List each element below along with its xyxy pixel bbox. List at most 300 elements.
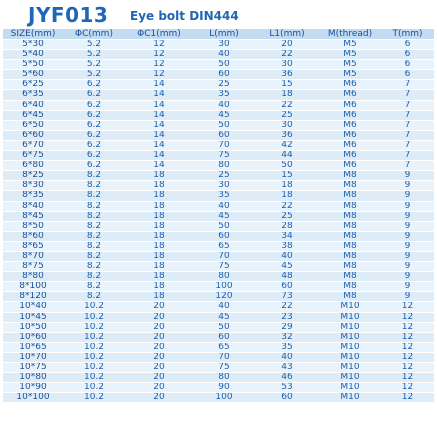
cell-thread: M8 xyxy=(319,231,381,241)
cell-c: 6.2 xyxy=(63,100,125,110)
cell-c: 10.2 xyxy=(63,352,125,362)
table-row xyxy=(3,70,434,80)
cell-size: 5*60 xyxy=(3,70,63,80)
table-row xyxy=(3,231,434,241)
cell-size: 8*30 xyxy=(3,181,63,191)
product-subtitle: Eye bolt DIN444 xyxy=(130,9,239,23)
cell-l: 30 xyxy=(193,181,255,191)
cell-l: 40 xyxy=(193,50,255,60)
cell-t: 7 xyxy=(381,100,434,110)
cell-c: 6.2 xyxy=(63,140,125,150)
table-row xyxy=(3,40,434,50)
column-header-c1: ΦC1(mm) xyxy=(125,29,193,40)
cell-t: 12 xyxy=(381,322,434,332)
cell-size: 8*45 xyxy=(3,211,63,221)
cell-l1: 44 xyxy=(255,151,319,161)
table-row xyxy=(3,181,434,191)
cell-c1: 18 xyxy=(125,272,193,282)
cell-l: 120 xyxy=(193,292,255,302)
cell-size: 10*80 xyxy=(3,373,63,383)
cell-c: 8.2 xyxy=(63,201,125,211)
cell-c1: 14 xyxy=(125,100,193,110)
table-row xyxy=(3,312,434,322)
cell-l: 70 xyxy=(193,140,255,150)
cell-size: 8*65 xyxy=(3,241,63,251)
cell-l1: 22 xyxy=(255,100,319,110)
cell-t: 7 xyxy=(381,110,434,120)
cell-c1: 20 xyxy=(125,352,193,362)
cell-t: 6 xyxy=(381,60,434,70)
cell-c: 5.2 xyxy=(63,50,125,60)
cell-t: 12 xyxy=(381,342,434,352)
cell-l1: 32 xyxy=(255,332,319,342)
cell-size: 6*40 xyxy=(3,100,63,110)
column-header-t: T(mm) xyxy=(381,29,434,40)
cell-size: 6*25 xyxy=(3,80,63,90)
cell-size: 10*45 xyxy=(3,312,63,322)
cell-size: 6*35 xyxy=(3,90,63,100)
cell-t: 9 xyxy=(381,221,434,231)
cell-l1: 20 xyxy=(255,40,319,50)
cell-size: 8*100 xyxy=(3,282,63,292)
cell-t: 7 xyxy=(381,161,434,171)
cell-l: 100 xyxy=(193,393,255,403)
cell-c1: 14 xyxy=(125,130,193,140)
cell-l: 50 xyxy=(193,60,255,70)
cell-t: 12 xyxy=(381,393,434,403)
cell-size: 5*50 xyxy=(3,60,63,70)
cell-thread: M10 xyxy=(319,302,381,312)
cell-c1: 20 xyxy=(125,302,193,312)
cell-l: 45 xyxy=(193,312,255,322)
cell-c1: 18 xyxy=(125,171,193,181)
cell-thread: M8 xyxy=(319,282,381,292)
cell-l: 40 xyxy=(193,302,255,312)
cell-thread: M6 xyxy=(319,151,381,161)
cell-thread: M8 xyxy=(319,171,381,181)
cell-c1: 12 xyxy=(125,40,193,50)
table-row xyxy=(3,140,434,150)
cell-c: 8.2 xyxy=(63,241,125,251)
cell-l: 35 xyxy=(193,90,255,100)
table-row xyxy=(3,302,434,312)
table-row xyxy=(3,322,434,332)
cell-size: 10*75 xyxy=(3,363,63,373)
cell-thread: M6 xyxy=(319,90,381,100)
cell-l1: 34 xyxy=(255,231,319,241)
cell-t: 7 xyxy=(381,140,434,150)
cell-thread: M8 xyxy=(319,221,381,231)
cell-l: 70 xyxy=(193,251,255,261)
cell-l: 25 xyxy=(193,80,255,90)
table-row xyxy=(3,342,434,352)
cell-thread: M10 xyxy=(319,363,381,373)
cell-t: 9 xyxy=(381,292,434,302)
cell-c1: 18 xyxy=(125,211,193,221)
cell-size: 10*90 xyxy=(3,383,63,393)
cell-c: 8.2 xyxy=(63,181,125,191)
cell-l: 45 xyxy=(193,110,255,120)
cell-l1: 46 xyxy=(255,373,319,383)
cell-l: 80 xyxy=(193,272,255,282)
cell-size: 6*75 xyxy=(3,151,63,161)
cell-l: 40 xyxy=(193,201,255,211)
cell-l1: 73 xyxy=(255,292,319,302)
cell-l: 30 xyxy=(193,40,255,50)
cell-l1: 18 xyxy=(255,191,319,201)
table-row xyxy=(3,363,434,373)
cell-c: 10.2 xyxy=(63,393,125,403)
cell-l: 75 xyxy=(193,363,255,373)
cell-t: 12 xyxy=(381,332,434,342)
cell-t: 12 xyxy=(381,312,434,322)
table-row xyxy=(3,201,434,211)
cell-l1: 15 xyxy=(255,80,319,90)
cell-t: 9 xyxy=(381,262,434,272)
cell-l1: 36 xyxy=(255,130,319,140)
cell-c1: 14 xyxy=(125,161,193,171)
product-code: JYF013 xyxy=(28,3,109,27)
cell-size: 10*60 xyxy=(3,332,63,342)
cell-size: 10*65 xyxy=(3,342,63,352)
cell-c: 6.2 xyxy=(63,130,125,140)
cell-l: 80 xyxy=(193,373,255,383)
cell-size: 8*120 xyxy=(3,292,63,302)
cell-t: 9 xyxy=(381,272,434,282)
cell-thread: M8 xyxy=(319,292,381,302)
table-row xyxy=(3,50,434,60)
cell-c1: 18 xyxy=(125,181,193,191)
cell-thread: M8 xyxy=(319,211,381,221)
cell-thread: M10 xyxy=(319,332,381,342)
cell-size: 6*70 xyxy=(3,140,63,150)
cell-c: 6.2 xyxy=(63,110,125,120)
cell-size: 8*50 xyxy=(3,221,63,231)
cell-c1: 12 xyxy=(125,70,193,80)
cell-c1: 18 xyxy=(125,282,193,292)
cell-thread: M6 xyxy=(319,100,381,110)
cell-l: 50 xyxy=(193,221,255,231)
cell-l: 60 xyxy=(193,231,255,241)
cell-c1: 14 xyxy=(125,80,193,90)
cell-thread: M5 xyxy=(319,60,381,70)
table-row xyxy=(3,130,434,140)
column-header-l1: L1(mm) xyxy=(255,29,319,40)
cell-l1: 43 xyxy=(255,363,319,373)
table-row xyxy=(3,60,434,70)
cell-thread: M5 xyxy=(319,70,381,80)
cell-c: 5.2 xyxy=(63,60,125,70)
cell-l1: 36 xyxy=(255,70,319,80)
cell-t: 9 xyxy=(381,251,434,261)
cell-size: 8*80 xyxy=(3,272,63,282)
cell-c1: 18 xyxy=(125,251,193,261)
table-row xyxy=(3,151,434,161)
cell-c: 8.2 xyxy=(63,221,125,231)
cell-l: 40 xyxy=(193,100,255,110)
table-row xyxy=(3,221,434,231)
cell-c: 10.2 xyxy=(63,312,125,322)
cell-c: 8.2 xyxy=(63,282,125,292)
cell-l1: 45 xyxy=(255,262,319,272)
cell-c1: 20 xyxy=(125,393,193,403)
cell-l1: 29 xyxy=(255,322,319,332)
cell-l: 60 xyxy=(193,70,255,80)
cell-c: 10.2 xyxy=(63,383,125,393)
cell-thread: M8 xyxy=(319,272,381,282)
cell-t: 12 xyxy=(381,383,434,393)
cell-l1: 22 xyxy=(255,50,319,60)
cell-c1: 18 xyxy=(125,241,193,251)
cell-size: 6*45 xyxy=(3,110,63,120)
cell-t: 12 xyxy=(381,302,434,312)
table-row xyxy=(3,161,434,171)
cell-l1: 28 xyxy=(255,221,319,231)
cell-t: 6 xyxy=(381,40,434,50)
cell-thread: M10 xyxy=(319,312,381,322)
cell-c: 5.2 xyxy=(63,70,125,80)
table-row xyxy=(3,272,434,282)
cell-t: 6 xyxy=(381,70,434,80)
cell-l1: 53 xyxy=(255,383,319,393)
cell-c: 8.2 xyxy=(63,171,125,181)
cell-l: 35 xyxy=(193,191,255,201)
cell-t: 9 xyxy=(381,171,434,181)
cell-l1: 22 xyxy=(255,302,319,312)
table-row xyxy=(3,171,434,181)
cell-c: 6.2 xyxy=(63,90,125,100)
table-row xyxy=(3,120,434,130)
cell-c: 6.2 xyxy=(63,161,125,171)
column-header-c: ΦC(mm) xyxy=(63,29,125,40)
cell-c: 8.2 xyxy=(63,272,125,282)
cell-l1: 22 xyxy=(255,201,319,211)
table-row xyxy=(3,191,434,201)
cell-c1: 12 xyxy=(125,60,193,70)
cell-thread: M8 xyxy=(319,201,381,211)
cell-l: 65 xyxy=(193,241,255,251)
cell-c: 8.2 xyxy=(63,292,125,302)
cell-thread: M6 xyxy=(319,110,381,120)
cell-size: 6*80 xyxy=(3,161,63,171)
header xyxy=(0,0,437,30)
cell-thread: M6 xyxy=(319,140,381,150)
cell-thread: M10 xyxy=(319,352,381,362)
table-row xyxy=(3,80,434,90)
cell-size: 8*25 xyxy=(3,171,63,181)
cell-l1: 15 xyxy=(255,171,319,181)
cell-l1: 23 xyxy=(255,312,319,322)
cell-c1: 20 xyxy=(125,322,193,332)
cell-t: 7 xyxy=(381,151,434,161)
cell-l: 45 xyxy=(193,211,255,221)
cell-size: 5*40 xyxy=(3,50,63,60)
table-row xyxy=(3,100,434,110)
cell-t: 9 xyxy=(381,241,434,251)
cell-t: 9 xyxy=(381,201,434,211)
cell-c1: 14 xyxy=(125,120,193,130)
cell-c: 10.2 xyxy=(63,363,125,373)
table-row xyxy=(3,282,434,292)
cell-t: 7 xyxy=(381,120,434,130)
table-row xyxy=(3,90,434,100)
cell-thread: M8 xyxy=(319,262,381,272)
cell-t: 9 xyxy=(381,211,434,221)
cell-l1: 18 xyxy=(255,181,319,191)
cell-c1: 18 xyxy=(125,201,193,211)
table-row xyxy=(3,352,434,362)
cell-l: 60 xyxy=(193,332,255,342)
cell-t: 12 xyxy=(381,363,434,373)
cell-size: 6*60 xyxy=(3,130,63,140)
cell-c: 6.2 xyxy=(63,151,125,161)
cell-l1: 48 xyxy=(255,272,319,282)
cell-c1: 18 xyxy=(125,231,193,241)
cell-c1: 14 xyxy=(125,151,193,161)
cell-size: 5*30 xyxy=(3,40,63,50)
column-header-l: L(mm) xyxy=(193,29,255,40)
cell-t: 7 xyxy=(381,90,434,100)
cell-l: 65 xyxy=(193,342,255,352)
table-row xyxy=(3,332,434,342)
cell-t: 12 xyxy=(381,352,434,362)
cell-thread: M10 xyxy=(319,373,381,383)
table-row xyxy=(3,251,434,261)
cell-c1: 20 xyxy=(125,332,193,342)
cell-thread: M6 xyxy=(319,130,381,140)
cell-l: 100 xyxy=(193,282,255,292)
cell-l1: 18 xyxy=(255,90,319,100)
cell-l: 70 xyxy=(193,352,255,362)
cell-thread: M10 xyxy=(319,322,381,332)
table-row xyxy=(3,211,434,221)
cell-c1: 18 xyxy=(125,221,193,231)
cell-c: 8.2 xyxy=(63,191,125,201)
cell-l: 50 xyxy=(193,120,255,130)
cell-c: 8.2 xyxy=(63,262,125,272)
cell-t: 12 xyxy=(381,373,434,383)
table-header-row xyxy=(3,29,434,40)
cell-c: 8.2 xyxy=(63,211,125,221)
cell-l1: 60 xyxy=(255,282,319,292)
cell-thread: M8 xyxy=(319,181,381,191)
cell-l1: 30 xyxy=(255,60,319,70)
table-row xyxy=(3,292,434,302)
cell-thread: M10 xyxy=(319,383,381,393)
cell-l: 80 xyxy=(193,161,255,171)
table-row xyxy=(3,383,434,393)
cell-l: 75 xyxy=(193,262,255,272)
cell-c: 10.2 xyxy=(63,332,125,342)
cell-thread: M8 xyxy=(319,191,381,201)
cell-l: 90 xyxy=(193,383,255,393)
cell-c: 10.2 xyxy=(63,322,125,332)
cell-size: 10*40 xyxy=(3,302,63,312)
cell-thread: M8 xyxy=(319,251,381,261)
cell-c1: 18 xyxy=(125,191,193,201)
cell-c1: 20 xyxy=(125,312,193,322)
column-header-size: SIZE(mm) xyxy=(3,29,63,40)
cell-c1: 20 xyxy=(125,373,193,383)
cell-size: 10*50 xyxy=(3,322,63,332)
cell-size: 6*50 xyxy=(3,120,63,130)
table-row xyxy=(3,110,434,120)
table-row xyxy=(3,241,434,251)
cell-c: 8.2 xyxy=(63,231,125,241)
cell-t: 7 xyxy=(381,80,434,90)
cell-t: 6 xyxy=(381,50,434,60)
cell-l: 50 xyxy=(193,322,255,332)
cell-size: 8*75 xyxy=(3,262,63,272)
cell-l1: 60 xyxy=(255,393,319,403)
spec-table xyxy=(3,29,434,403)
cell-c1: 20 xyxy=(125,363,193,373)
cell-thread: M10 xyxy=(319,342,381,352)
table-body xyxy=(3,40,434,403)
cell-c: 5.2 xyxy=(63,40,125,50)
cell-c: 6.2 xyxy=(63,120,125,130)
cell-size: 8*70 xyxy=(3,251,63,261)
cell-l1: 42 xyxy=(255,140,319,150)
cell-l1: 25 xyxy=(255,211,319,221)
cell-c1: 14 xyxy=(125,140,193,150)
table-row xyxy=(3,262,434,272)
cell-l1: 30 xyxy=(255,120,319,130)
cell-c1: 18 xyxy=(125,262,193,272)
cell-t: 9 xyxy=(381,191,434,201)
cell-thread: M6 xyxy=(319,120,381,130)
cell-l1: 25 xyxy=(255,110,319,120)
cell-c: 10.2 xyxy=(63,302,125,312)
cell-size: 8*40 xyxy=(3,201,63,211)
cell-c: 8.2 xyxy=(63,251,125,261)
cell-l1: 50 xyxy=(255,161,319,171)
cell-c1: 12 xyxy=(125,50,193,60)
cell-c1: 14 xyxy=(125,90,193,100)
cell-l1: 40 xyxy=(255,251,319,261)
cell-thread: M5 xyxy=(319,50,381,60)
cell-c: 10.2 xyxy=(63,373,125,383)
cell-l: 25 xyxy=(193,171,255,181)
table-row xyxy=(3,393,434,403)
cell-l1: 40 xyxy=(255,352,319,362)
table-row xyxy=(3,373,434,383)
cell-c: 10.2 xyxy=(63,342,125,352)
cell-c: 6.2 xyxy=(63,80,125,90)
column-header-thread: M(thread) xyxy=(319,29,381,40)
cell-thread: M6 xyxy=(319,80,381,90)
cell-c1: 18 xyxy=(125,292,193,302)
cell-t: 9 xyxy=(381,231,434,241)
cell-l: 60 xyxy=(193,130,255,140)
cell-thread: M5 xyxy=(319,40,381,50)
cell-t: 9 xyxy=(381,282,434,292)
cell-thread: M10 xyxy=(319,393,381,403)
cell-l1: 38 xyxy=(255,241,319,251)
cell-thread: M8 xyxy=(319,241,381,251)
cell-c1: 20 xyxy=(125,342,193,352)
cell-thread: M6 xyxy=(319,161,381,171)
cell-c1: 20 xyxy=(125,383,193,393)
cell-l: 75 xyxy=(193,151,255,161)
cell-size: 10*100 xyxy=(3,393,63,403)
cell-size: 8*60 xyxy=(3,231,63,241)
cell-c1: 14 xyxy=(125,110,193,120)
cell-t: 7 xyxy=(381,130,434,140)
cell-t: 9 xyxy=(381,181,434,191)
cell-size: 8*35 xyxy=(3,191,63,201)
cell-size: 10*70 xyxy=(3,352,63,362)
